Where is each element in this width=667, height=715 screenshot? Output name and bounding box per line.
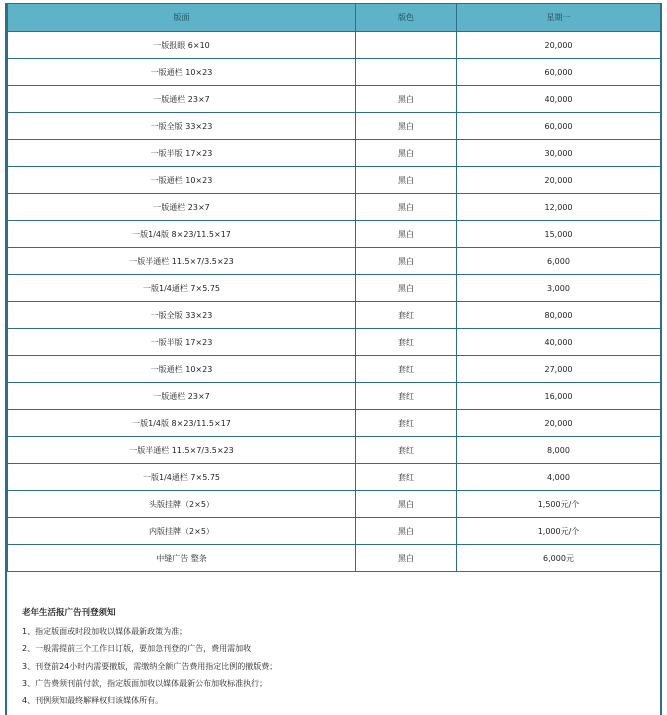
cell-layout: 一版半版 17×23 [8, 140, 356, 167]
cell-price: 1,000元/个 [457, 518, 661, 545]
table-row [8, 329, 661, 356]
cell-layout: 一版1/4版 8×23/11.5×17 [8, 221, 356, 248]
cell-price: 1,500元/个 [457, 491, 661, 518]
ad-rate-table [7, 3, 661, 572]
cell-layout: 头版挂牌（2×5） [8, 491, 356, 518]
cell-color: 黑白 [356, 194, 457, 221]
table-row [8, 221, 661, 248]
cell-layout: 一版通栏 23×7 [8, 86, 356, 113]
cell-price: 60,000 [457, 59, 661, 86]
notice-item: 2、一般需提前三个工作日订版，要加急刊登的广告，费用需加收 [22, 644, 252, 654]
table-row [8, 140, 661, 167]
cell-price: 30,000 [457, 140, 661, 167]
table-row [8, 167, 661, 194]
cell-layout: 一版半通栏 11.5×7/3.5×23 [8, 437, 356, 464]
cell-layout: 一版通栏 23×7 [8, 383, 356, 410]
cell-color [356, 32, 457, 59]
cell-layout: 一版半通栏 11.5×7/3.5×23 [8, 248, 356, 275]
table-row [8, 410, 661, 437]
notice-item: 4、刊例须知最终解释权归该媒体所有。 [22, 696, 164, 706]
cell-color: 黑白 [356, 140, 457, 167]
table-row [8, 275, 661, 302]
cell-price: 16,000 [457, 383, 661, 410]
table-row [8, 491, 661, 518]
table-header-row [8, 4, 661, 32]
cell-color: 套红 [356, 302, 457, 329]
cell-layout: 一版1/4版 8×23/11.5×17 [8, 410, 356, 437]
table-row [8, 194, 661, 221]
cell-layout: 一版半版 17×23 [8, 329, 356, 356]
cell-layout: 中缝广告 整条 [8, 545, 356, 572]
cell-layout: 一版1/4通栏 7×5.75 [8, 464, 356, 491]
cell-layout: 一版全版 33×23 [8, 113, 356, 140]
table-row [8, 383, 661, 410]
cell-color: 黑白 [356, 167, 457, 194]
cell-color: 黑白 [356, 491, 457, 518]
cell-color: 黑白 [356, 248, 457, 275]
cell-price: 80,000 [457, 302, 661, 329]
cell-price: 60,000 [457, 113, 661, 140]
cell-layout: 一版通栏 10×23 [8, 59, 356, 86]
cell-color: 黑白 [356, 545, 457, 572]
cell-layout: 一版通栏 10×23 [8, 356, 356, 383]
cell-price: 15,000 [457, 221, 661, 248]
column-header-color: 版色 [356, 4, 457, 32]
cell-price: 40,000 [457, 329, 661, 356]
cell-price: 27,000 [457, 356, 661, 383]
table-row [8, 464, 661, 491]
table-row [8, 545, 661, 572]
cell-price: 20,000 [457, 32, 661, 59]
table-row [8, 437, 661, 464]
column-header-monday: 星期一 [457, 4, 661, 32]
cell-layout: 一版通栏 10×23 [8, 167, 356, 194]
table-row [8, 86, 661, 113]
cell-color: 黑白 [356, 113, 457, 140]
cell-layout: 一版报眼 6×10 [8, 32, 356, 59]
cell-price: 20,000 [457, 410, 661, 437]
table-row [8, 248, 661, 275]
table-row [8, 356, 661, 383]
cell-price: 20,000 [457, 167, 661, 194]
cell-layout: 一版通栏 23×7 [8, 194, 356, 221]
cell-color: 黑白 [356, 275, 457, 302]
cell-color: 黑白 [356, 86, 457, 113]
cell-color: 套红 [356, 329, 457, 356]
cell-price: 40,000 [457, 86, 661, 113]
table-row [8, 302, 661, 329]
cell-color: 套红 [356, 356, 457, 383]
cell-color [356, 59, 457, 86]
notice-item: 3、广告费须刊前付款，指定版面加收以媒体最新公布加收标准执行； [22, 678, 268, 688]
cell-color: 黑白 [356, 221, 457, 248]
notice-section [22, 605, 642, 709]
cell-color: 套红 [356, 437, 457, 464]
column-header-layout: 版面 [8, 4, 356, 32]
cell-layout: 一版1/4通栏 7×5.75 [8, 275, 356, 302]
cell-price: 8,000 [457, 437, 661, 464]
cell-color: 套红 [356, 464, 457, 491]
notice-item: 1、指定版面或时段加收以媒体最新政策为准； [22, 627, 188, 637]
cell-color: 套红 [356, 410, 457, 437]
cell-price: 3,000 [457, 275, 661, 302]
notice-item: 3、刊登前24小时内需要撤版，需缴纳全额广告费用指定比例的撤版费； [22, 661, 278, 671]
cell-price: 6,000 [457, 248, 661, 275]
cell-price: 4,000 [457, 464, 661, 491]
cell-price: 6,000元 [457, 545, 661, 572]
table-row [8, 32, 661, 59]
table-body [8, 32, 661, 572]
cell-layout: 内版挂牌（2×5） [8, 518, 356, 545]
notice-title: 老年生活报广告刊登须知 [22, 608, 116, 618]
table-row [8, 113, 661, 140]
cell-price: 12,000 [457, 194, 661, 221]
cell-color: 套红 [356, 383, 457, 410]
table-row [8, 518, 661, 545]
table-row [8, 59, 661, 86]
cell-color: 黑白 [356, 518, 457, 545]
cell-layout: 一版全版 33×23 [8, 302, 356, 329]
